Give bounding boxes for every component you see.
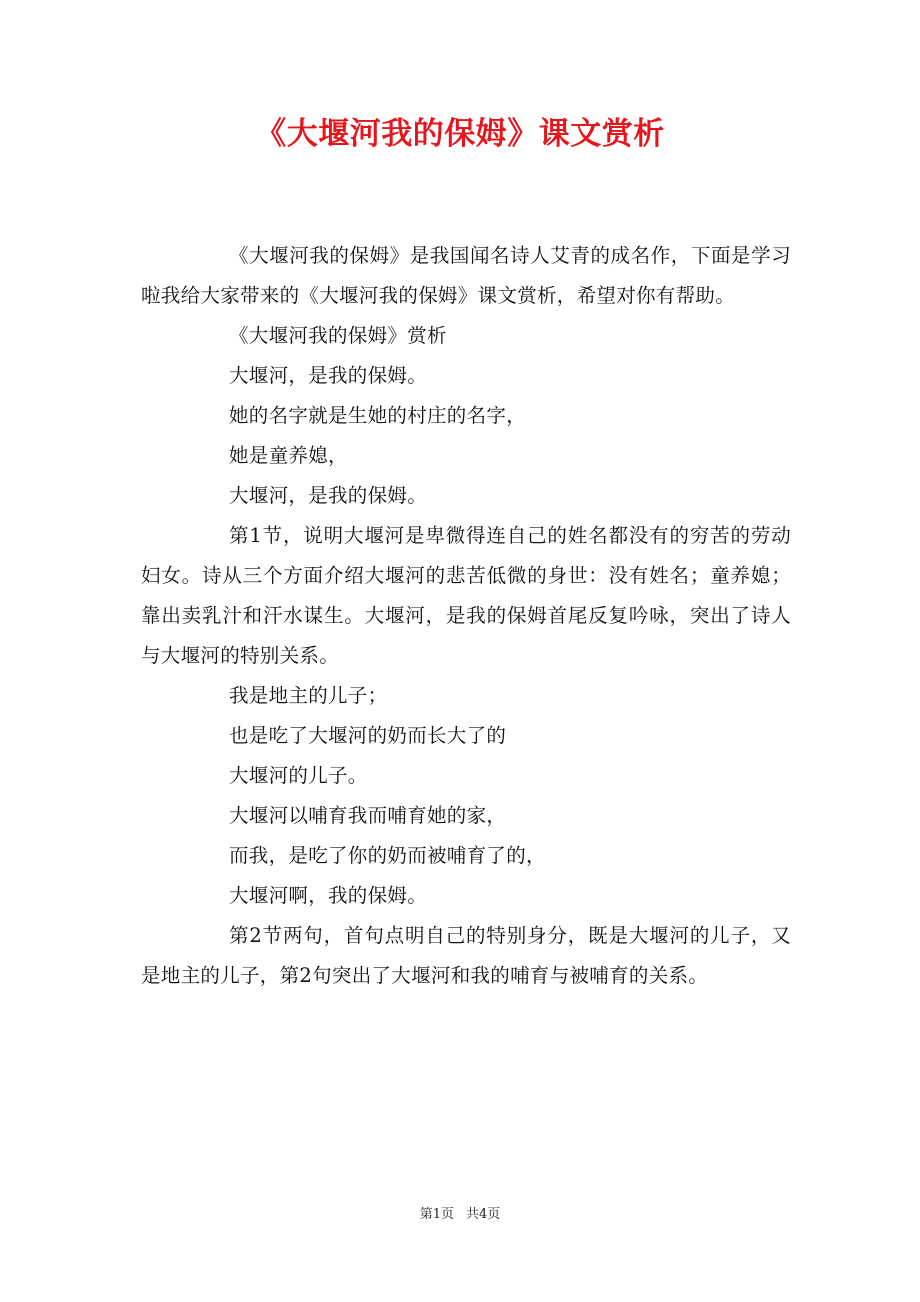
analysis-paragraph: 第1节，说明大堰河是卑微得连自己的姓名都没有的穷苦的劳动妇女。诗从三个方面介绍大堰河的悲苦低微的身世：没有姓名；童养媳；靠出卖乳汁和汗水谋生。大堰河，是我的保姆首尾反复吟咏，突出了诗人与大堰河的特别关系。 (141, 524, 791, 667)
poem-line: 而我，是吃了你的奶而被哺育了的， (229, 844, 546, 867)
section-heading: 《大堰河我的保姆》赏析 (229, 324, 447, 347)
intro-paragraph: 《大堰河我的保姆》是我国闻名诗人艾青的成名作，下面是学习啦我给大家带来的《大堰河我的保姆》课文赏析，希望对你有帮助。 (141, 244, 791, 307)
poem-line: 她是童养媳， (229, 444, 348, 467)
poem-line: 大堰河啊，我的保姆。 (229, 884, 428, 907)
analysis-paragraph: 第2节两句，首句点明自己的特别身分，既是大堰河的儿子，又是地主的儿子，第2句突出了大堰河和我的哺育与被哺育的关系。 (141, 924, 791, 987)
document-title: 《大堰河我的保姆》课文赏析 (255, 116, 665, 152)
poem-line: 大堰河，是我的保姆。 (229, 364, 428, 387)
page-footer (0, 1206, 920, 1224)
poem-line: 大堰河以哺育我而哺育她的家， (229, 804, 507, 827)
poem-line: 她的名字就是生她的村庄的名字， (229, 404, 527, 427)
page-number: 第1页 (419, 1207, 454, 1222)
document-body (141, 236, 791, 996)
page-total: 共4页 (466, 1207, 501, 1222)
poem-line: 大堰河的儿子。 (229, 764, 368, 787)
poem-line: 我是地主的儿子； (229, 684, 388, 707)
poem-line: 大堰河，是我的保姆。 (229, 484, 428, 507)
poem-line: 也是吃了大堰河的奶而长大了的 (229, 724, 507, 747)
